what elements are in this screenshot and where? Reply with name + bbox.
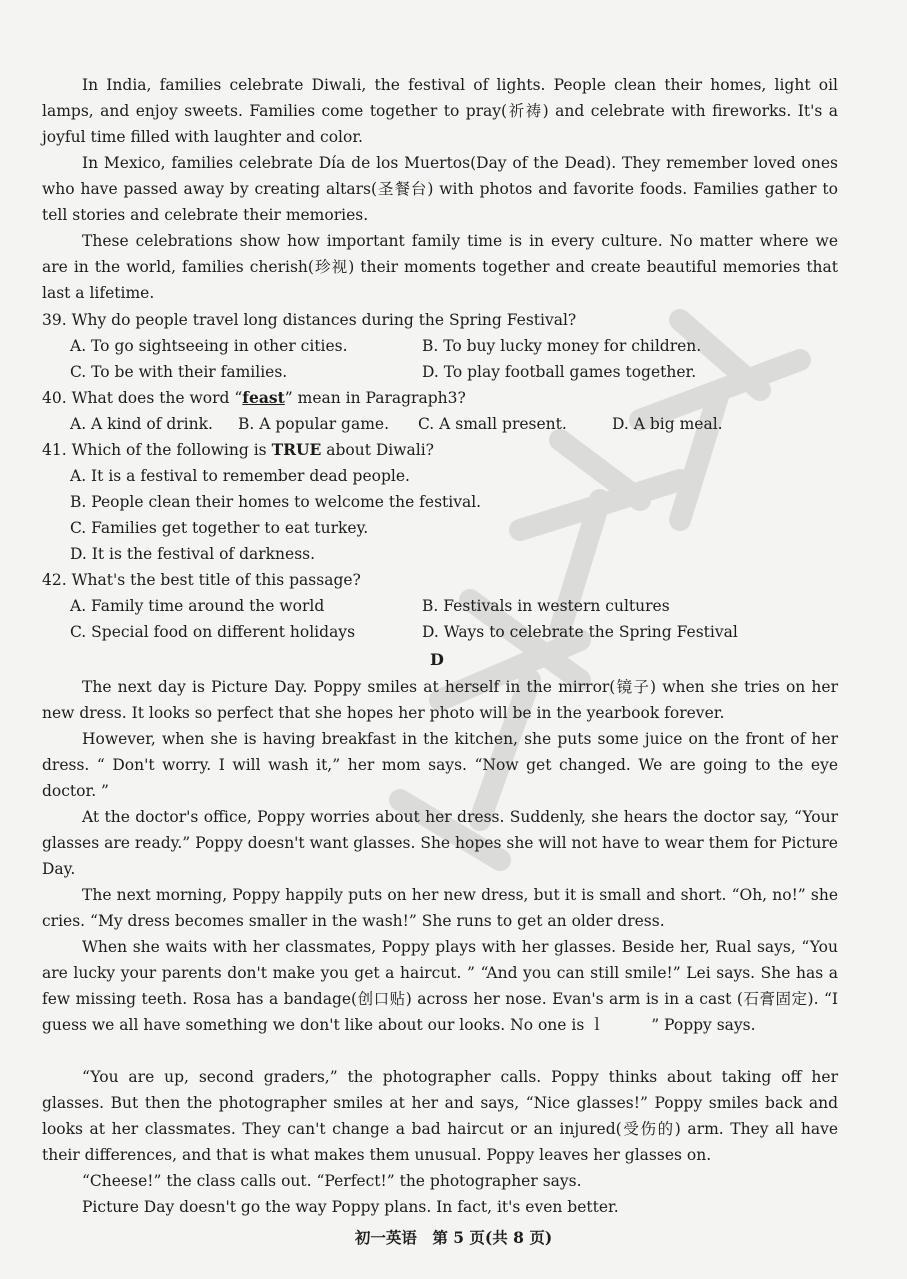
story-paragraph-4: The next morning, Poppy happily puts on her new dress, but it is small and short. “Oh, no!” she cries. “My dress becomes smaller in the wash!” She runs to get an older dress. (42, 886, 838, 930)
paragraph-summary: These celebrations show how important family time is in every culture. No matter where we are in the world, families cherish(珍视) their moments together and create beautiful memories that last a lifetime. (42, 232, 838, 302)
story-paragraph-7: “Cheese!” the class calls out. “Perfect!” the photographer says. (82, 1172, 582, 1190)
question-39-option-d: D. To play football games together. (422, 363, 697, 381)
question-40-stem-post: ” mean in Paragraph3? (284, 389, 466, 407)
question-41-option-a: A. It is a festival to remember dead people. (70, 467, 410, 485)
story-paragraph-2: However, when she is having breakfast in the kitchen, she puts some juice on the front of her dress. “ Don't worry. I will wash it,” her mom says. “Now get changed. We are going to the eye doctor. ” (42, 730, 838, 800)
paragraph-mexico: In Mexico, families celebrate Día de los Muertos(Day of the Dead). They remember loved ones who have passed away by creating altars(圣餐台) with photos and favorite foods. Families gather to tell stories and celebrate their memories. (42, 154, 838, 224)
question-41-option-b: B. People clean their homes to welcome the festival. (70, 493, 482, 511)
question-42-option-b: B. Festivals in western cultures (422, 597, 670, 615)
section-d-heading: D (430, 650, 444, 669)
question-41-option-c: C. Families get together to eat turkey. (70, 519, 369, 537)
paragraph-india: In India, families celebrate Diwali, the festival of lights. People clean their homes, light oil lamps, and enjoy sweets. Families come together to pray(祈祷) and celebrate with fireworks. It's a joyful time filled with laughter and color. (42, 76, 838, 146)
question-39-option-a: A. To go sightseeing in other cities. (70, 337, 348, 355)
story-paragraph-6: “You are up, second graders,” the photographer calls. Poppy thinks about taking off her glasses. But then the photographer smiles at her and says, “Nice glasses!” Poppy smiles back and looks at her classmates. They can't change a bad haircut or an injured(受伤的) arm. They all have their differences, and that is what makes them unusual. Poppy leaves her glasses on. (42, 1068, 838, 1164)
question-39-stem: 39. Why do people travel long distances during the Spring Festival? (42, 311, 577, 329)
question-41-option-d: D. It is the festival of darkness. (70, 545, 316, 563)
story-paragraph-1: The next day is Picture Day. Poppy smiles at herself in the mirror(镜子) when she tries on her new dress. It looks so perfect that she hopes her photo will be in the yearbook forever. (42, 678, 838, 722)
question-42-option-a: A. Family time around the world (70, 597, 325, 615)
question-39-option-b: B. To buy lucky money for children. (422, 337, 702, 355)
story-paragraph-3: At the doctor's office, Poppy worries about her dress. Suddenly, she hears the doctor say, “Your glasses are ready.” Poppy doesn't want glasses. She hopes she will not have to wear them for Picture Day. (42, 808, 838, 878)
question-40-option-d: D. A big meal. (612, 415, 723, 433)
question-42-option-d: D. Ways to celebrate the Spring Festival (422, 623, 738, 641)
question-40-stem-pre: 40. What does the word “ (42, 389, 243, 407)
question-40-option-c: C. A small present. (418, 415, 567, 433)
question-40-keyword: feast (242, 388, 285, 407)
question-41-stem-post: about Diwali? (321, 441, 434, 459)
story-paragraph-5: When she waits with her classmates, Poppy plays with her glasses. Beside her, Rual says, “You are lucky your parents don't make you get a haircut. ” “And you can still smile!” Lei says. She has a few missing teeth. Rosa has a bandage(创口贴) across her nose. Evan's arm is in a cast (石膏固定). “I guess we all have something we don't like about our looks. No one is ｌ ” Poppy says. (42, 938, 838, 1034)
page-footer: 初一英语 第 5 页(共 8 页) (354, 1228, 553, 1247)
question-41-stem-pre: 41. Which of the following is (42, 441, 272, 459)
question-40-option-a: A. A kind of drink. (70, 415, 213, 433)
question-42-stem: 42. What's the best title of this passage? (42, 571, 361, 589)
question-41-stem (42, 440, 434, 460)
question-39-option-c: C. To be with their families. (70, 363, 288, 381)
question-42-option-c: C. Special food on different holidays (70, 623, 356, 641)
question-40-option-b: B. A popular game. (238, 415, 390, 433)
question-41-keyword: TRUE (271, 440, 322, 459)
story-paragraph-8: Picture Day doesn't go the way Poppy plans. In fact, it's even better. (82, 1198, 619, 1216)
question-40-stem (42, 388, 466, 408)
